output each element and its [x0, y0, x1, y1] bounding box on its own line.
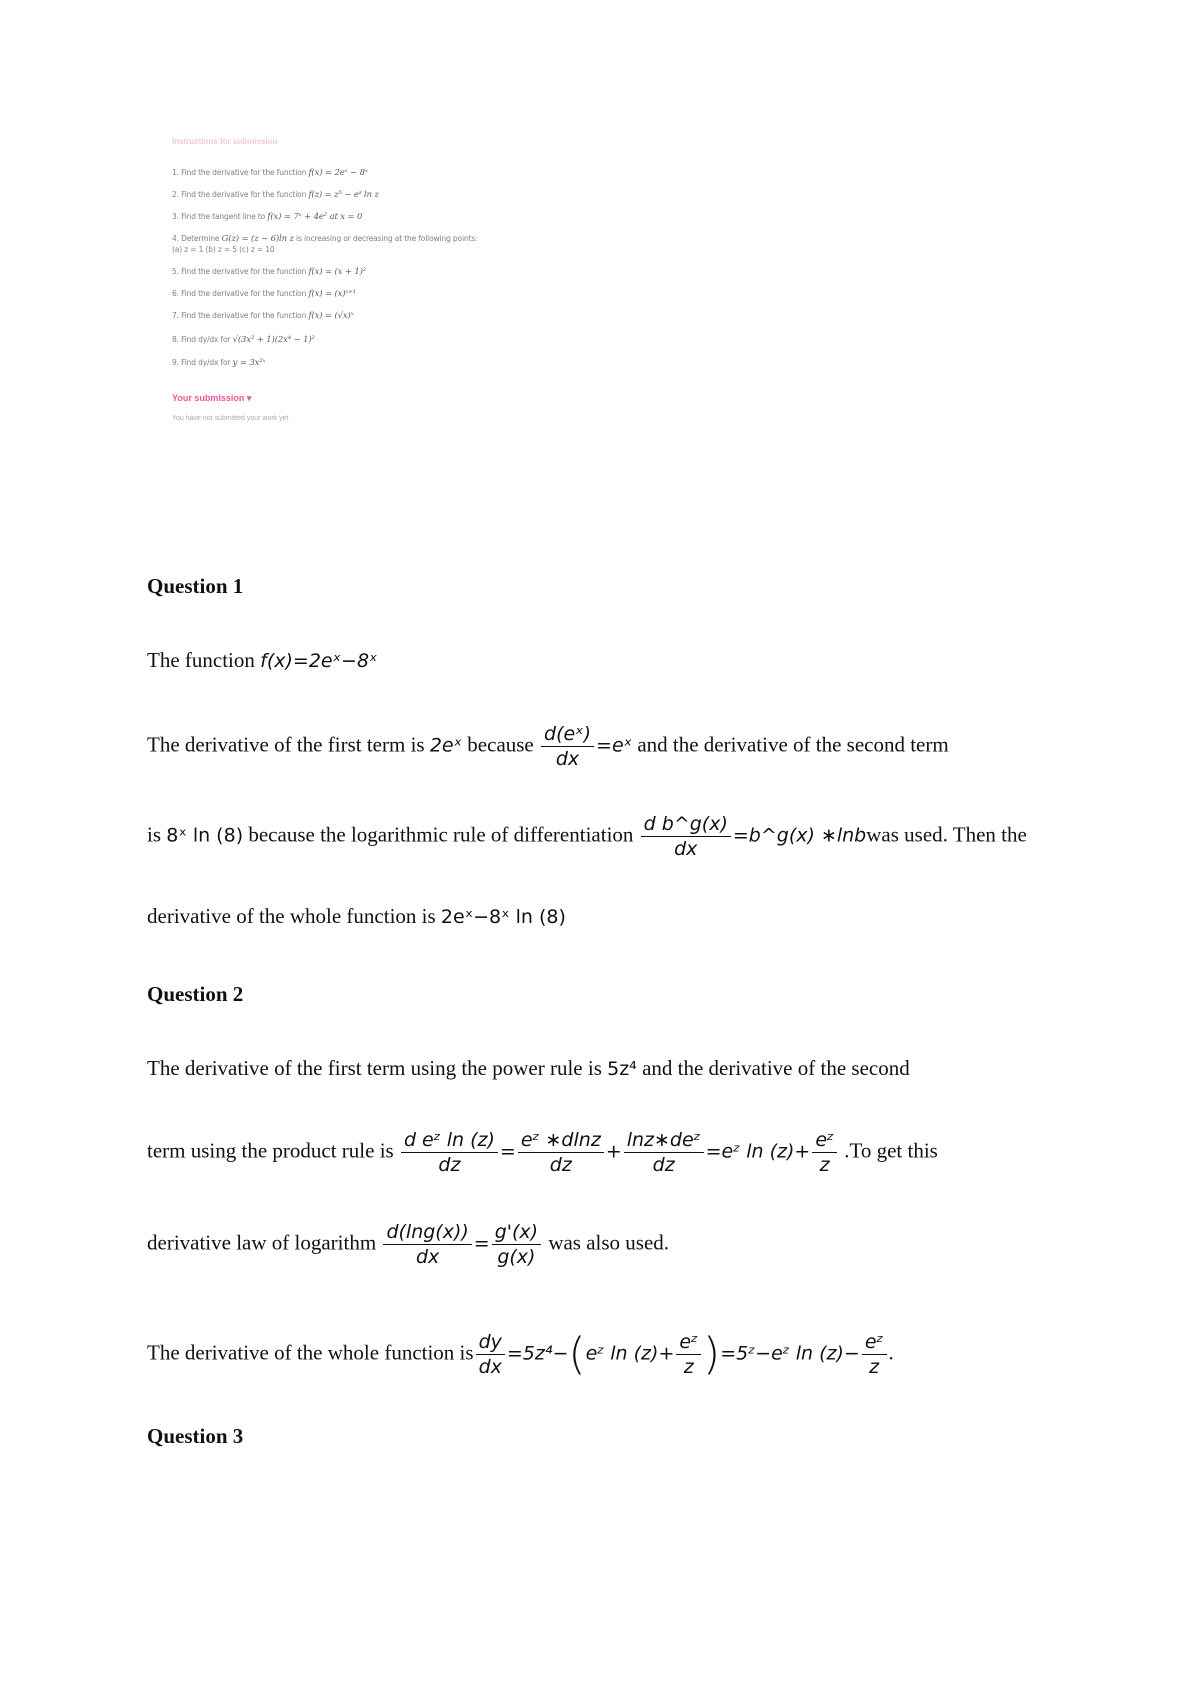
fraction: $\frac{\text{eᶻ}}{z}$	[862, 1330, 887, 1379]
fraction: $\frac{\text{eᶻ ∗dlnz}}{dz}$	[518, 1128, 604, 1177]
question-1-heading: Question 1	[147, 574, 244, 598]
q2-line-4: The derivative of the whole function is $\frac{dy}{dx}$ =5z⁴−(eᶻ ln (z)+ $\frac{\text{eᶻ}}{z}$ )=5ᶻ−eᶻ ln (z)− $\frac{\text{eᶻ}}{z}$ .	[147, 1328, 894, 1380]
question-3-heading: Question 3	[147, 1424, 244, 1448]
fraction: $\frac{\text{d(eˣ)}}{dx}$	[541, 722, 594, 771]
fraction: $\frac{d(\ln g(x))}{dx}$	[383, 1220, 471, 1269]
instruction-item: 5. Find the derivative for the function f(x) = (x + 1)²	[172, 267, 367, 277]
instruction-item: 2. Find the derivative for the function f(z) = z⁵ − eᶻ ln z	[172, 190, 379, 200]
q2-line-1: The derivative of the first term using the power rule is 5z⁴ and the derivative of the second	[147, 1056, 910, 1080]
assignment-screenshot	[170, 130, 600, 430]
q1-line-1: The function f(x)=2eˣ−8ˣ	[147, 648, 378, 672]
fraction: $\frac{\text{d eᶻ ln (z)}}{dz}$	[401, 1128, 498, 1177]
fraction: $\frac{\text{eᶻ}}{z}$	[676, 1330, 701, 1379]
fraction: $\frac{dy}{dx}$	[476, 1330, 505, 1379]
instruction-item: 1. Find the derivative for the function f(x) = 2eˣ − 8ˣ	[172, 168, 368, 178]
question-2-heading: Question 2	[147, 982, 244, 1006]
submission-note: You have not submitted your work yet	[172, 415, 289, 422]
fraction: $\frac{\text{d b\textasciicircum{}g(x)}}{dx}$	[641, 812, 731, 861]
instruction-item: 7. Find the derivative for the function f(x) = (√x)ˣ	[172, 311, 354, 321]
instruction-item: 6. Find the derivative for the function f(x) = (x)ˣ⁺¹	[172, 289, 356, 299]
instruction-item: 9. Find dy/dx for y = 3x²ˣ	[172, 358, 266, 368]
q1-line-3: is 8ˣ ln (8) because the logarithmic rule of differentiation $\frac{\text{d b\textasciicircum{}g(x)}}{dx}$ =b^g(x) ∗lnbwas used. Then the	[147, 813, 1027, 860]
fraction: $\frac{\text{lnz∗deᶻ}}{dz}$	[624, 1128, 704, 1177]
instruction-item: 8. Find dy/dx for √(3x² + 1)(2x⁴ − 1)²	[172, 335, 315, 345]
q2-line-2: term using the product rule is $\frac{\text{d eᶻ ln (z)}}{dz}$ = $\frac{\text{eᶻ ∗dlnz}}{dz}$ + $\frac{\text{lnz∗deᶻ}}{dz}$ =eᶻ ln (z)+ $\frac{\text{eᶻ}}{z}$ .To get this	[147, 1129, 938, 1176]
instruction-item: (a) z = 1 (b) z = 5 (c) z = 10	[172, 245, 275, 254]
fraction: $\frac{\text{eᶻ}}{z}$	[812, 1128, 837, 1177]
q2-line-3: derivative law of logarithm $\frac{d(\ln g(x))}{dx}$ = $\frac{g'(x)}{g(x)}$ was also used.	[147, 1221, 670, 1268]
submission-label[interactable]: Your submission ▾	[172, 393, 252, 403]
q1-line-2: The derivative of the first term is 2eˣ because $\frac{\text{d(eˣ)}}{dx}$ =eˣ and the derivative of the second term	[147, 723, 949, 770]
fraction: $\frac{g'(x)}{g(x)}$	[492, 1220, 541, 1269]
instructions-header: Instructions for submission	[172, 137, 278, 146]
instruction-item: 4. Determine G(z) = (z − 6)ln z is increasing or decreasing at the following points:	[172, 234, 478, 244]
q1-line-4: derivative of the whole function is 2eˣ−8ˣ ln (8)	[147, 904, 566, 928]
instruction-item: 3. Find the tangent line to f(x) = 7ˣ + 4e² at x = 0	[172, 212, 363, 222]
